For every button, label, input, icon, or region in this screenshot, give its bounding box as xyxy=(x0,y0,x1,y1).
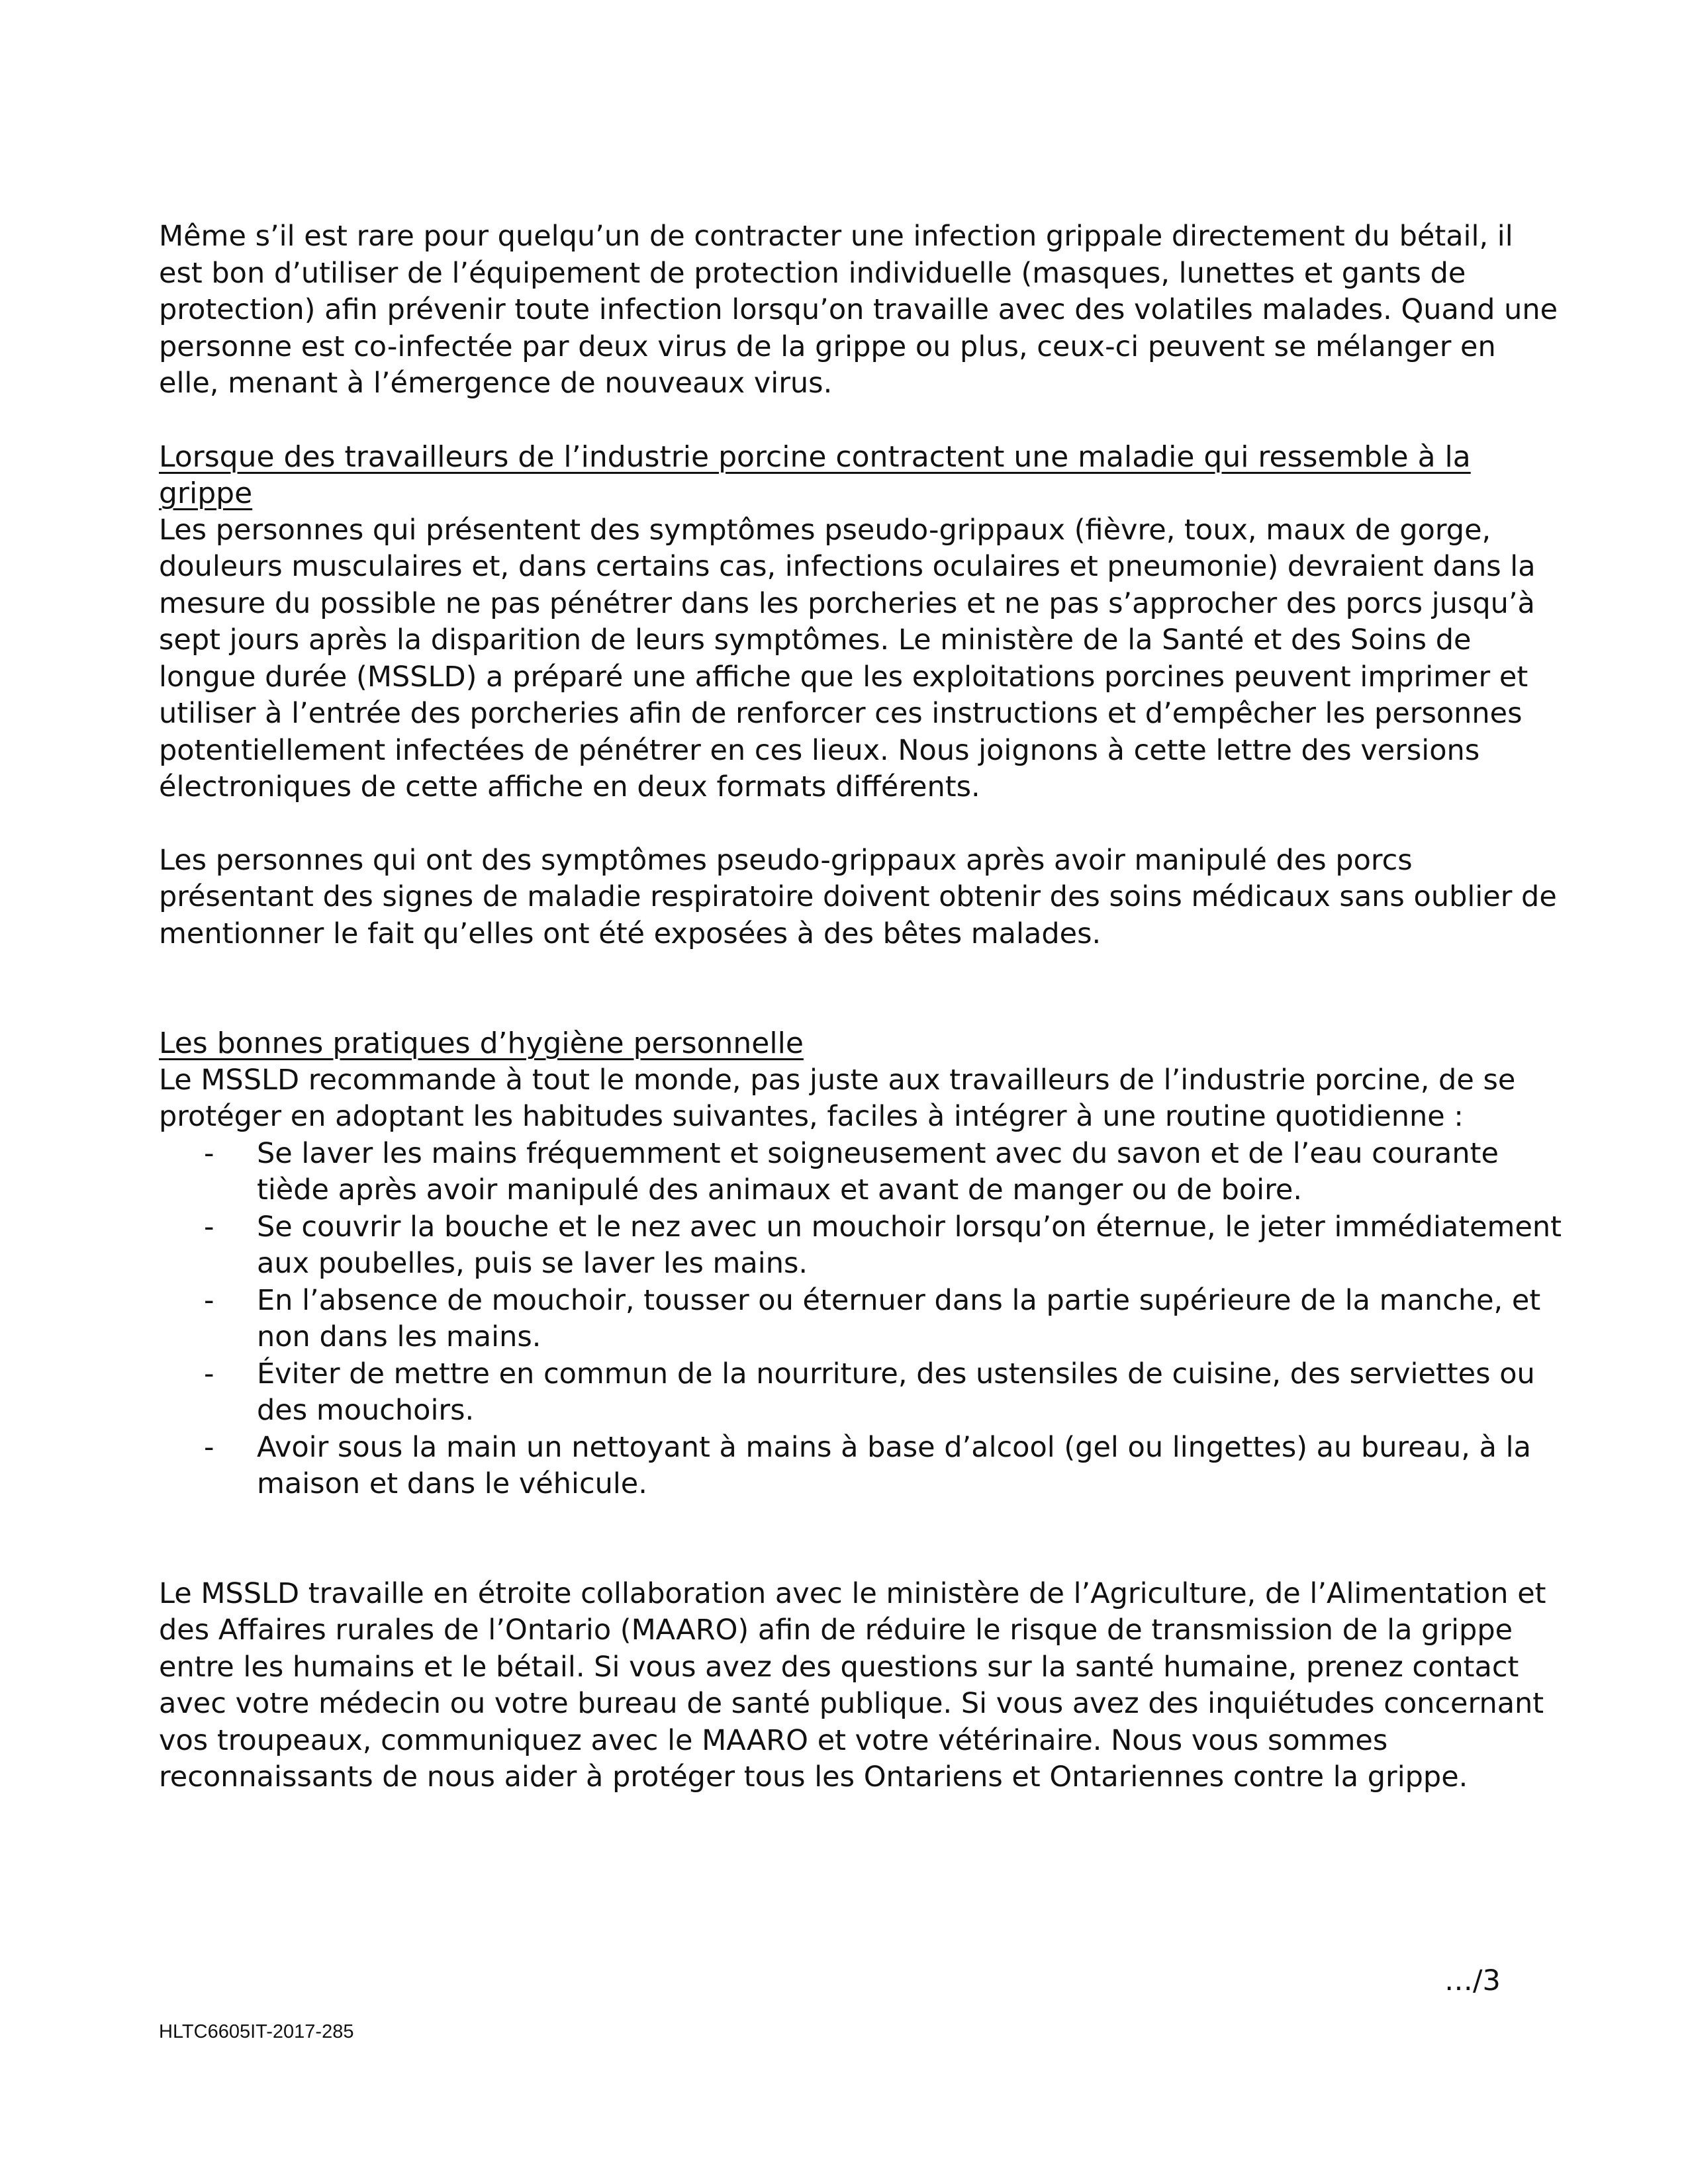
section-heading-hygiene: Les bonnes pratiques d’hygiène personnelle xyxy=(159,1026,804,1060)
list-item xyxy=(159,1356,1562,1430)
spacer xyxy=(159,952,1562,1025)
page-continuation-marker: …/3 xyxy=(1444,1964,1501,1997)
intro-paragraph: Même s’il est rare pour quelqu’un de contracter une infection grippale directement du bétail, il est bon d’utiliser de l’équipement de protection individuelle (masques, lunettes et gants de protection) afin prévenir toute infection lorsqu’on travaille avec des volatiles malades. Quand une personne est co-infectée par deux virus de la grippe ou plus, ceux-ci peuvent se mélanger en elle, menant à l’émergence de nouveaux virus. xyxy=(159,220,1558,400)
bullet-text: Se couvrir la bouche et le nez avec un mouchoir lorsqu’on éternue, le jeter immédiatement aux poubelles, puis se laver les mains. xyxy=(257,1210,1562,1280)
illness-paragraph-2: Les personnes qui ont des symptômes pseudo-grippaux après avoir manipulé des porcs présentant des signes de maladie respiratoire doivent obtenir des soins médicaux sans oublier de mentionner le fait qu’elles ont été exposées à des bêtes malades. xyxy=(159,843,1557,950)
bullet-text: Éviter de mettre en commun de la nourriture, des ustensiles de cuisine, des serviettes ou des mouchoirs. xyxy=(257,1357,1535,1427)
list-item xyxy=(159,1209,1562,1283)
spacer xyxy=(159,806,1562,842)
hygiene-bullet-list xyxy=(159,1136,1562,1503)
section-heading-illness: Lorsque des travailleurs de l’industrie porcine contractent une maladie qui ressemble à la grippe xyxy=(159,439,1471,510)
bullet-dash: - xyxy=(204,1430,214,1464)
list-item xyxy=(159,1430,1562,1503)
illness-paragraph-1: Les personnes qui présentent des symptômes pseudo-grippaux (fièvre, toux, maux de gorge, douleurs musculaires et, dans certains cas, infections oculaires et pneumonie) devraient dans la mesure du possible ne pas pénétrer dans les porcheries et ne pas s’approcher des porcs jusqu’à sept jours après la disparition de leurs symptômes. Le ministère de la Santé et des Soins de longue durée (MSSLD) a préparé une affiche que les exploitations porcines peuvent imprimer et utiliser à l’entrée des porcheries afin de renforcer ces instructions et d’empêcher les personnes potentiellement infectées de pénétrer en ces lieux. Nous joignons à cette lettre des versions électroniques de cette affiche en deux formats différents. xyxy=(159,513,1536,803)
list-item xyxy=(159,1136,1562,1209)
document-code: HLTC6605IT-2017-285 xyxy=(159,2021,354,2042)
letter-body xyxy=(159,218,1562,1796)
list-item xyxy=(159,1283,1562,1356)
spacer xyxy=(159,402,1562,439)
hygiene-intro: Le MSSLD recommande à tout le monde, pas juste aux travailleurs de l’industrie porcine, de se protéger en adoptant les habitudes suivantes, faciles à intégrer à une routine quotidienne : xyxy=(159,1063,1516,1133)
bullet-dash: - xyxy=(204,1136,214,1170)
bullet-dash: - xyxy=(204,1357,214,1390)
bullet-text: Se laver les mains fréquemment et soigneusement avec du savon et de l’eau courante tiède après avoir manipulé des animaux et avant de manger ou de boire. xyxy=(257,1136,1499,1206)
spacer xyxy=(159,1503,1562,1576)
bullet-dash: - xyxy=(204,1283,214,1317)
closing-paragraph: Le MSSLD travaille en étroite collaboration avec le ministère de l’Agriculture, de l’Alimentation et des Affaires rurales de l’Ontario (MAARO) afin de réduire le risque de transmission de la grippe entre les humains et le bétail. Si vous avez des questions sur la santé humaine, prenez contact avec votre médecin ou votre bureau de santé publique. Si vous avez des inquiétudes concernant vos troupeaux, communiquez avec le MAARO et votre vétérinaire. Nous vous sommes reconnaissants de nous aider à protéger tous les Ontariens et Ontariennes contre la grippe. xyxy=(159,1576,1546,1794)
bullet-text: Avoir sous la main un nettoyant à mains à base d’alcool (gel ou lingettes) au bureau, à la maison et dans le véhicule. xyxy=(257,1430,1531,1500)
bullet-dash: - xyxy=(204,1210,214,1244)
bullet-text: En l’absence de mouchoir, tousser ou éternuer dans la partie supérieure de la manche, et non dans les mains. xyxy=(257,1283,1541,1353)
